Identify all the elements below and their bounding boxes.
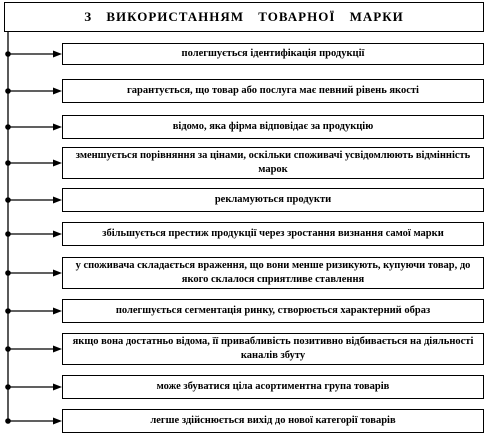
benefit-text-11: легше здійснюється вихід до нової категорії товарів (150, 415, 396, 426)
junction-dot-4 (5, 160, 11, 166)
junction-dot-7 (5, 270, 11, 276)
arrowhead-6 (53, 231, 62, 238)
arrowhead-2 (53, 88, 62, 95)
benefit-text-2: гарантується, що товар або послуга має певний рівень якості (127, 85, 419, 96)
diagram-title-text: З ВИКОРИСТАННЯМ ТОВАРНОЇ МАРКИ (84, 9, 404, 24)
benefit-text-4: зменшується порівняння за цінами, оскільки споживачі усвідомлюють відмінність марок (75, 150, 471, 175)
benefit-box-8 (62, 299, 484, 323)
junction-dot-3 (5, 124, 11, 130)
junction-dot-6 (5, 231, 11, 237)
benefit-text-8: полегшується сегментація ринку, створюється характерний образ (115, 305, 431, 316)
arrowhead-10 (53, 384, 62, 391)
benefit-box-7 (62, 257, 484, 289)
benefit-text-3: відомо, яка фірма відповідає за продукцію (172, 121, 374, 132)
benefit-box-4 (62, 147, 484, 179)
junction-dot-2 (5, 88, 11, 94)
arrowhead-1 (53, 51, 62, 58)
junction-dot-11 (5, 418, 11, 424)
benefit-text-10: може збуватися ціла асортиментна група товарів (156, 381, 390, 392)
benefit-text-7: у споживача складається враження, що вони менше ризикують, купуючи товар, до якого склалося сприятливе ставлення (75, 260, 471, 285)
benefit-text-5: рекламуються продукти (214, 194, 332, 205)
benefit-box-6 (62, 222, 484, 246)
arrowhead-7 (53, 270, 62, 277)
junction-dot-9 (5, 346, 11, 352)
benefit-text-1: полегшується ідентифікація продукції (181, 48, 365, 59)
arrowhead-8 (53, 308, 62, 315)
junction-dot-1 (5, 51, 11, 57)
benefit-text-6: збільшується престиж продукції через зростання визнання самої марки (102, 228, 444, 239)
arrowhead-3 (53, 124, 62, 131)
benefit-box-9 (62, 333, 484, 365)
benefit-box-2 (62, 79, 484, 103)
benefit-box-5 (62, 188, 484, 212)
benefit-box-1 (62, 43, 484, 65)
arrowhead-11 (53, 418, 62, 425)
benefit-box-10 (62, 375, 484, 399)
benefit-box-3 (62, 115, 484, 139)
arrowhead-5 (53, 197, 62, 204)
arrowhead-4 (53, 160, 62, 167)
branch-arrows (5, 51, 62, 425)
arrowhead-9 (53, 346, 62, 353)
benefit-box-11 (62, 409, 484, 433)
junction-dot-5 (5, 197, 11, 203)
junction-dot-10 (5, 384, 11, 390)
junction-dot-8 (5, 308, 11, 314)
benefit-text-9: якщо вона достатньо відома, її привабливість позитивно відбивається на діяльності каналів збуту (72, 336, 474, 361)
